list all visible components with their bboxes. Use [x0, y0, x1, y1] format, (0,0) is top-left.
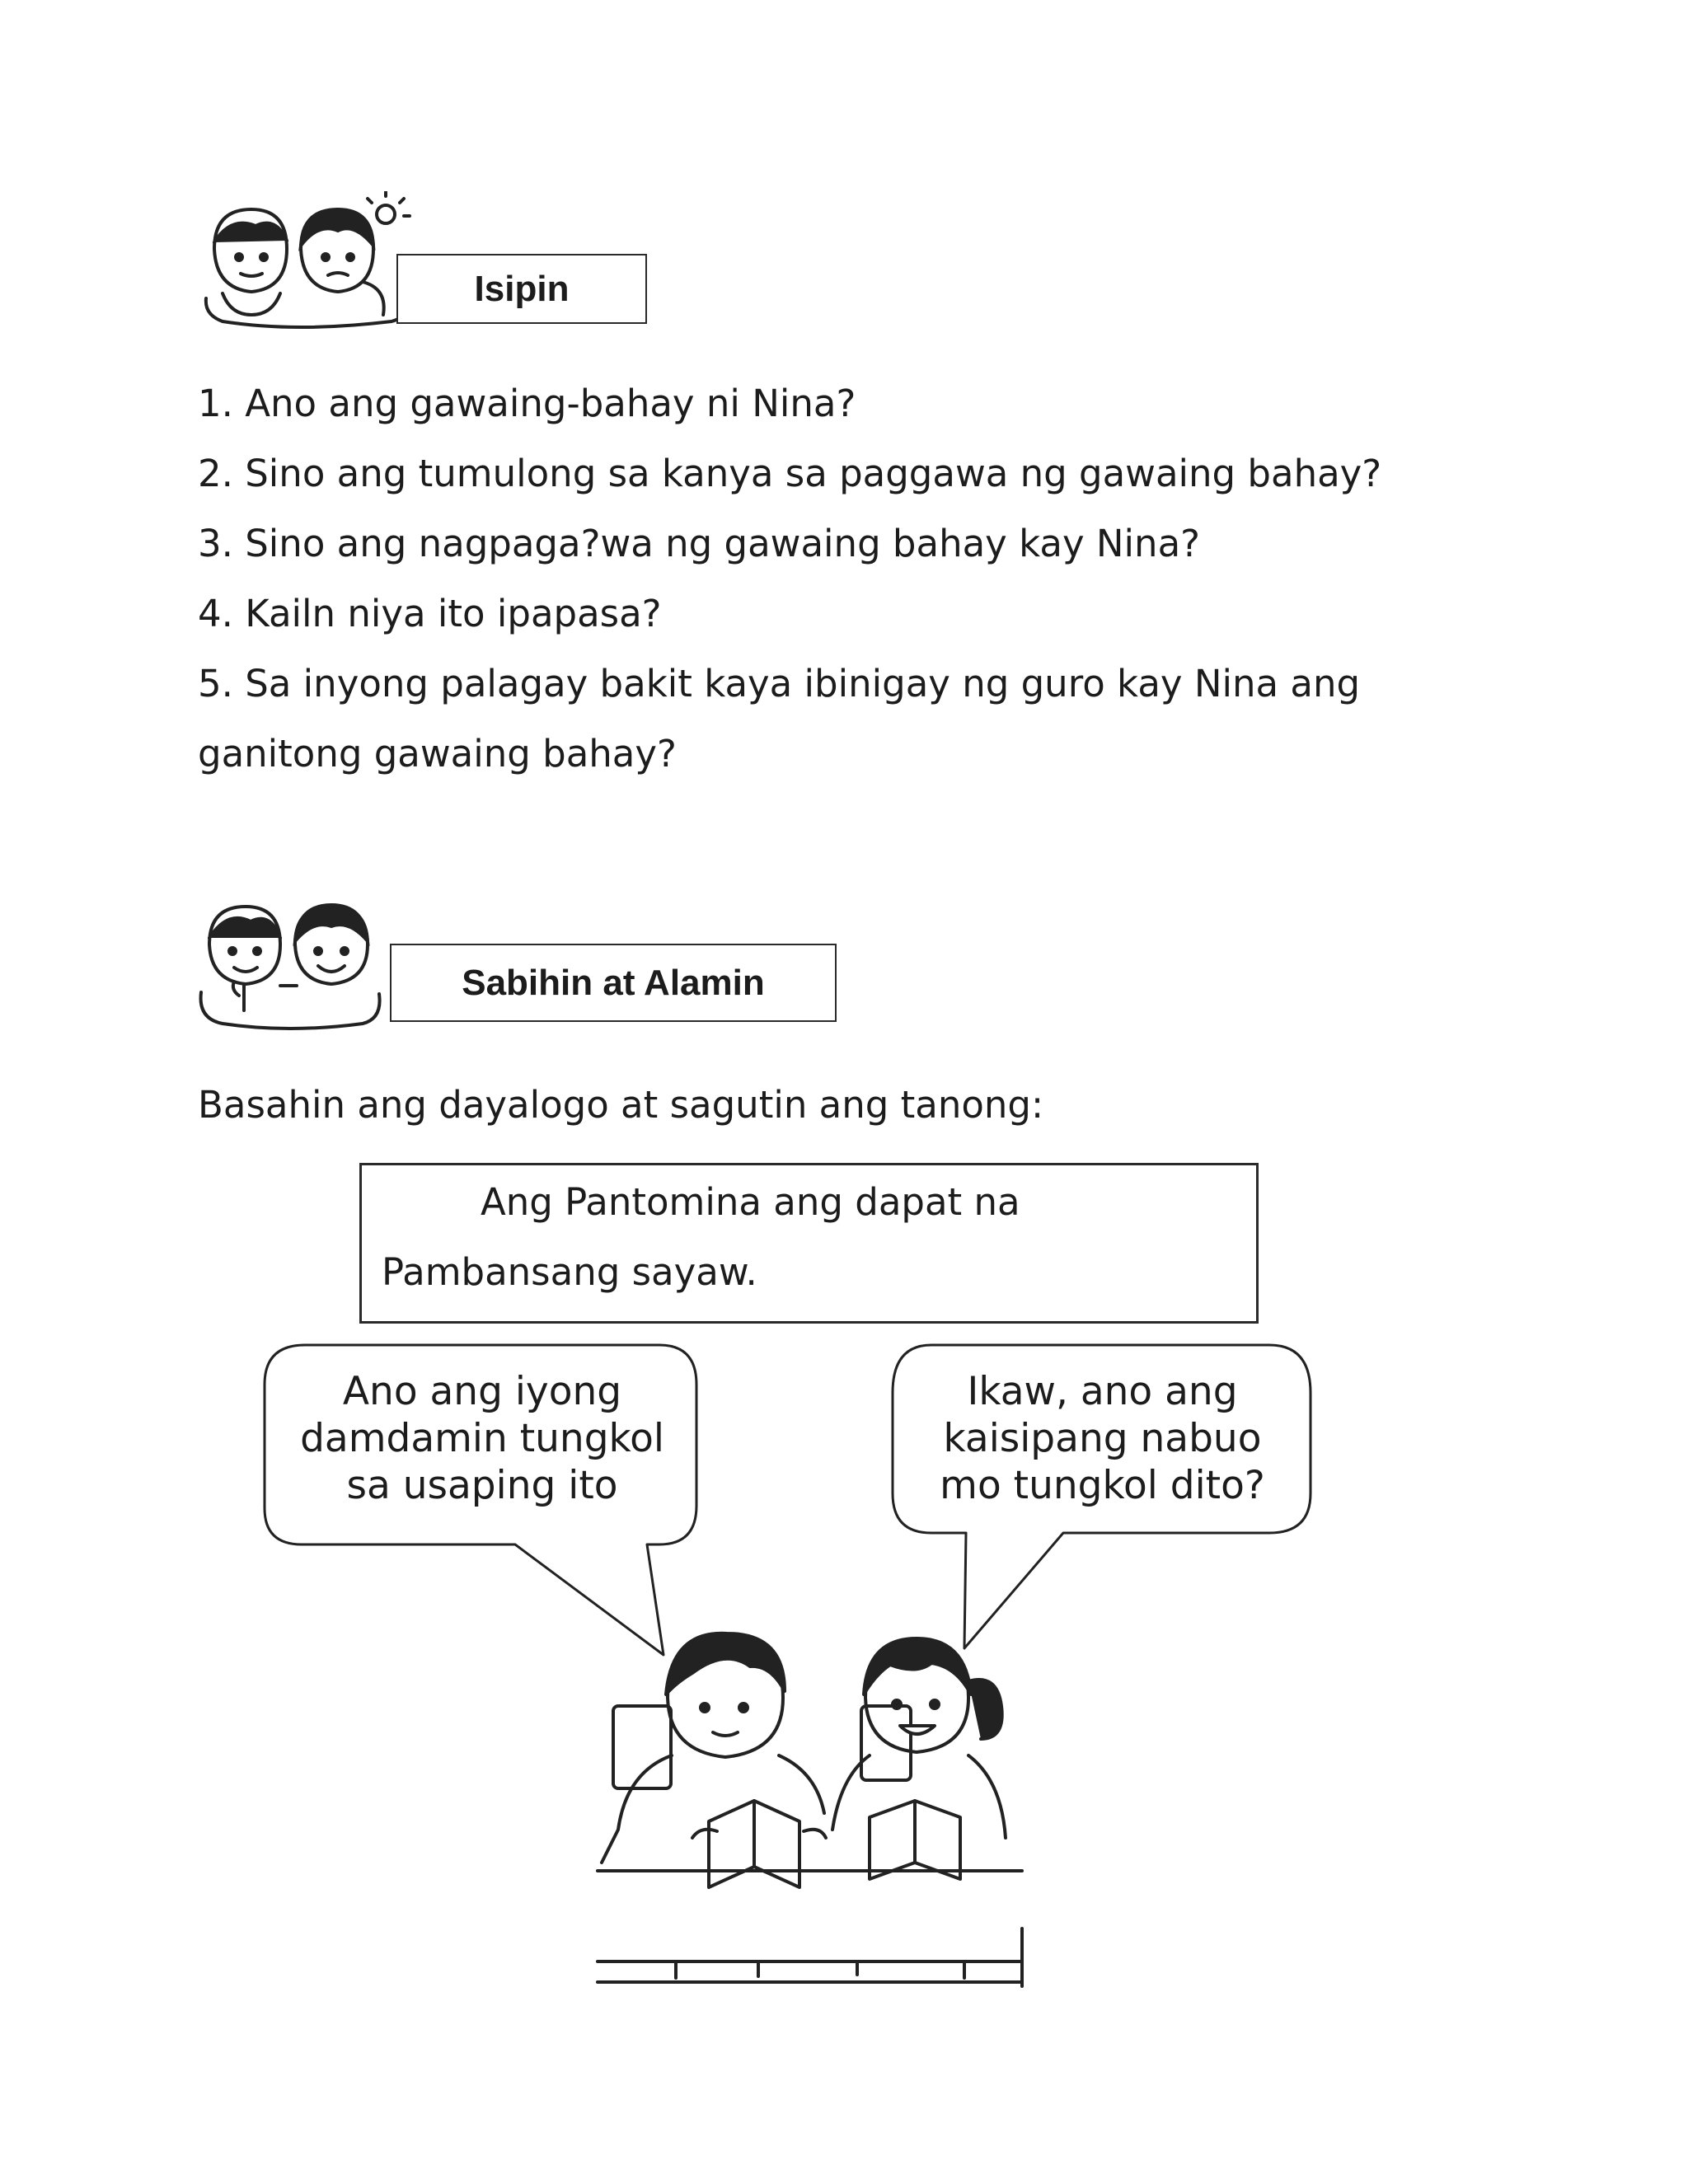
right-bubble-line-1: Ikaw, ano ang [967, 1369, 1238, 1414]
right-bubble-text [898, 1368, 1306, 1509]
question-3: 3. Sino ang nagpaga?wa ng gawaing bahay kay Nina? [198, 522, 1201, 565]
question-4: 4. Kailn niya ito ipapasa? [198, 592, 662, 635]
isipin-title: Isipin [474, 268, 570, 309]
left-bubble-line-2: damdamin tungkol [300, 1416, 664, 1461]
right-bubble-line-3: mo tungkol dito? [940, 1463, 1265, 1508]
question-5: 5. Sa inyong palagay bakit kaya ibinigay ng guro kay Nina ang [198, 662, 1361, 705]
question-1: 1. Ano ang gawaing-bahay ni Nina? [198, 382, 856, 425]
left-bubble-line-3: sa usaping ito [346, 1463, 618, 1508]
statement-line-1: Ang Pantomina ang dapat na [481, 1180, 1020, 1224]
sabihin-title: Sabihin at Alamin [462, 962, 765, 1003]
left-bubble-text [272, 1368, 692, 1509]
question-2: 2. Sino ang tumulong sa kanya sa paggawa ng gawaing bahay? [198, 452, 1382, 495]
statement-line-2: Pambansang sayaw. [382, 1250, 757, 1294]
question-5-continued: ganitong gawaing bahay? [198, 732, 677, 776]
children-reading-illustration [593, 1615, 1026, 2003]
right-bubble-line-2: kaisipang nabuo [943, 1416, 1262, 1461]
instruction-text: Basahin ang dayalogo at sagutin ang tanong: [198, 1083, 1044, 1127]
left-bubble-line-1: Ano ang iyong [342, 1369, 622, 1414]
